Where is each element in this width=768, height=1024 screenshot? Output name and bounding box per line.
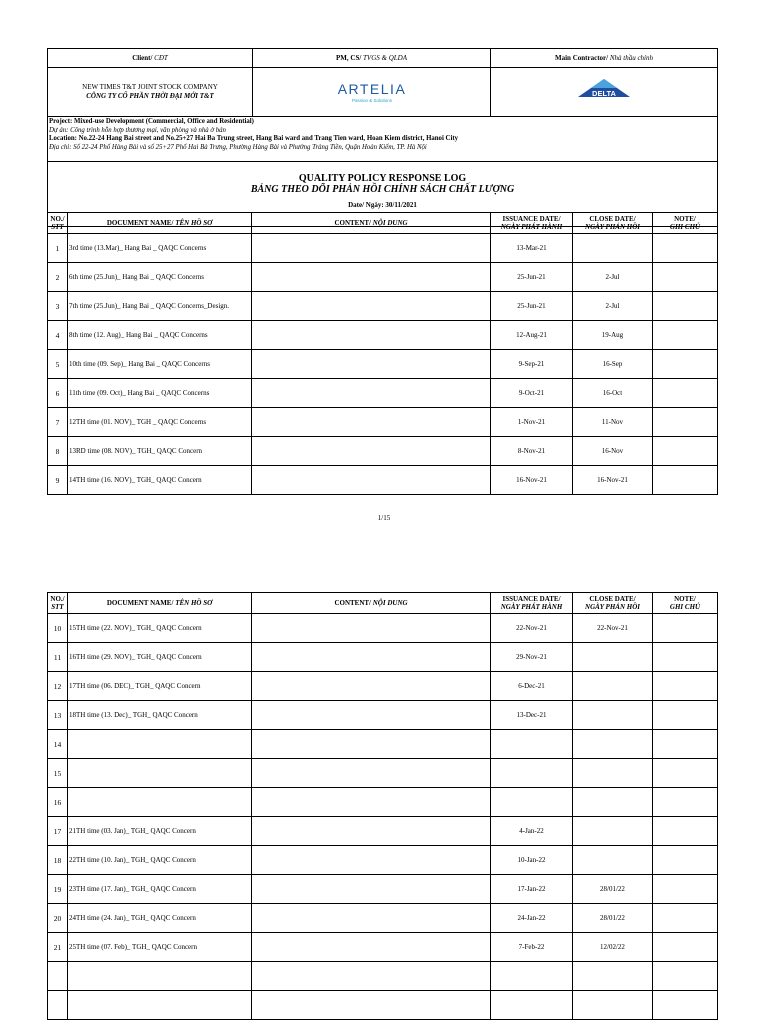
- col-note-header: NOTE/ GHI CHÚ: [653, 593, 718, 614]
- row-note: [653, 437, 718, 466]
- table-row: [48, 817, 718, 846]
- row-close-date: 2-Jul: [573, 292, 653, 321]
- row-issuance-date: 17-Jan-22: [491, 875, 573, 904]
- row-close-date: 19-Aug: [573, 321, 653, 350]
- table-row: [48, 466, 718, 495]
- row-content: [252, 234, 491, 263]
- log-table-header: [48, 593, 718, 614]
- row-issuance-date: 25-Jun-21: [491, 292, 573, 321]
- row-close-date: 16-Nov-21: [573, 466, 653, 495]
- row-close-date: 28/01/22: [573, 875, 653, 904]
- row-number: 14: [48, 730, 68, 759]
- table-row: [48, 933, 718, 962]
- col-close-header: CLOSE DATE/ NGÀY PHẢN HỒI: [573, 213, 653, 234]
- row-note: [653, 904, 718, 933]
- row-content: [252, 904, 491, 933]
- table-row: [48, 962, 718, 991]
- row-document-name: 11th time (09. Oct)_ Hang Bai _ QAQC Concerns: [68, 379, 252, 408]
- row-document-name: 18TH time (13. Dec)_ TGH_ QAQC Concern: [68, 701, 252, 730]
- row-number: 11: [48, 643, 68, 672]
- row-note: [653, 788, 718, 817]
- table-row: [48, 350, 718, 379]
- row-document-name: 21TH time (03. Jan)_ TGH_ QAQC Concern: [68, 817, 252, 846]
- table-row: [48, 292, 718, 321]
- artelia-logo-text: ARTELIA: [337, 81, 406, 97]
- table-row: [48, 788, 718, 817]
- row-number: 18: [48, 846, 68, 875]
- row-document-name: 3rd time (13.Mar)_ Hang Bai _ QAQC Concerns: [68, 234, 252, 263]
- row-number: 16: [48, 788, 68, 817]
- row-content: [252, 701, 491, 730]
- row-content: [252, 730, 491, 759]
- col-no-header: NO./ STT: [48, 213, 68, 234]
- client-label-vn: CĐT: [154, 54, 168, 62]
- row-document-name: [68, 962, 252, 991]
- row-close-date: 11-Nov: [573, 408, 653, 437]
- row-issuance-date: 6-Dec-21: [491, 672, 573, 701]
- row-close-date: [573, 730, 653, 759]
- row-close-date: 22-Nov-21: [573, 614, 653, 643]
- row-note: [653, 875, 718, 904]
- row-number: 13: [48, 701, 68, 730]
- row-close-date: 16-Nov: [573, 437, 653, 466]
- row-close-date: [573, 788, 653, 817]
- col-note-header: NOTE/ GHI CHÚ: [653, 213, 718, 234]
- table-row: [48, 730, 718, 759]
- table-row: [48, 437, 718, 466]
- row-content: [252, 614, 491, 643]
- project-line-vn: Dự án: Công trình hỗn hợp thương mại, văn phòng và nhà ở bán: [49, 126, 226, 134]
- row-number: 7: [48, 408, 68, 437]
- row-note: [653, 817, 718, 846]
- row-number: 20: [48, 904, 68, 933]
- row-content: [252, 672, 491, 701]
- project-info-row: [48, 117, 718, 162]
- col-issue-header: ISSUANCE DATE/ NGÀY PHÁT HÀNH: [491, 213, 573, 234]
- row-issuance-date: [491, 759, 573, 788]
- row-close-date: 12/02/22: [573, 933, 653, 962]
- row-document-name: [68, 991, 252, 1020]
- table-row: [48, 701, 718, 730]
- row-content: [252, 643, 491, 672]
- row-issuance-date: [491, 788, 573, 817]
- row-issuance-date: 10-Jan-22: [491, 846, 573, 875]
- row-close-date: [573, 846, 653, 875]
- row-number: 17: [48, 817, 68, 846]
- row-content: [252, 350, 491, 379]
- row-content: [252, 817, 491, 846]
- row-document-name: 25TH time (07. Feb)_ TGH_ QAQC Concern: [68, 933, 252, 962]
- row-close-date: 28/01/22: [573, 904, 653, 933]
- row-document-name: 8th time (12. Aug)_ Hang Bai _ QAQC Concerns: [68, 321, 252, 350]
- row-document-name: 17TH time (06. DEC)_ TGH_ QAQC Concern: [68, 672, 252, 701]
- row-note: [653, 350, 718, 379]
- row-document-name: 24TH time (24. Jan)_ TGH_ QAQC Concern: [68, 904, 252, 933]
- row-note: [653, 846, 718, 875]
- row-number: 10: [48, 614, 68, 643]
- delta-logo-text: DELTA: [592, 89, 616, 98]
- row-content: [252, 991, 491, 1020]
- row-issuance-date: 16-Nov-21: [491, 466, 573, 495]
- col-no-header: NO./ STT: [48, 593, 68, 614]
- row-number: 19: [48, 875, 68, 904]
- row-document-name: 22TH time (10. Jan)_ TGH_ QAQC Concern: [68, 846, 252, 875]
- row-close-date: [573, 643, 653, 672]
- row-close-date: [573, 701, 653, 730]
- row-close-date: [573, 991, 653, 1020]
- row-close-date: [573, 234, 653, 263]
- project-line: Project: Mixed-use Development (Commercial, Office and Residential): [49, 118, 254, 125]
- row-number: 5: [48, 350, 68, 379]
- row-content: [252, 875, 491, 904]
- table-row: [48, 759, 718, 788]
- row-content: [252, 379, 491, 408]
- row-document-name: 15TH time (22. NOV)_ TGH_ QAQC Concern: [68, 614, 252, 643]
- artelia-logo: [332, 76, 412, 106]
- log-table-page-1: [47, 212, 718, 495]
- row-number: 6: [48, 379, 68, 408]
- row-document-name: 14TH time (16. NOV)_ TGH_ QAQC Concern: [68, 466, 252, 495]
- row-content: [252, 437, 491, 466]
- row-content: [252, 933, 491, 962]
- row-note: [653, 701, 718, 730]
- row-close-date: 16-Oct: [573, 379, 653, 408]
- document-title-vn: BẢNG THEO DÕI PHẢN HỒI CHÍNH SÁCH CHẤT LƯỢNG: [250, 184, 515, 195]
- row-close-date: 16-Sep: [573, 350, 653, 379]
- row-number: 1: [48, 234, 68, 263]
- col-close-header: CLOSE DATE/ NGÀY PHẢN HỒI: [573, 593, 653, 614]
- row-content: [252, 263, 491, 292]
- artelia-tagline: Passion & Solutions: [351, 98, 392, 103]
- row-note: [653, 614, 718, 643]
- row-note: [653, 991, 718, 1020]
- location-line-vn: Địa chỉ: Số 22-24 Phố Hàng Bài và số 25+27 Phố Hai Bà Trưng, Phường Hàng Bài và Phường Tràng Tiền, Quận Hoàn Kiếm, TP. Hà Nội: [49, 143, 427, 151]
- delta-logo-cell: [491, 68, 718, 117]
- col-name-header: DOCUMENT NAME/ TÊN HỒ SƠ: [68, 213, 252, 234]
- row-number: 9: [48, 466, 68, 495]
- page-number: 1/15: [377, 514, 391, 522]
- row-number: 2: [48, 263, 68, 292]
- table-row: [48, 263, 718, 292]
- table-row: [48, 321, 718, 350]
- row-content: [252, 788, 491, 817]
- table-row: [48, 408, 718, 437]
- row-note: [653, 263, 718, 292]
- client-label: Client/: [132, 54, 153, 62]
- row-issuance-date: 9-Sep-21: [491, 350, 573, 379]
- client-label-cell: [48, 49, 253, 68]
- row-content: [252, 321, 491, 350]
- row-issuance-date: 4-Jan-22: [491, 817, 573, 846]
- row-note: [653, 759, 718, 788]
- col-content-header: CONTENT/ NỘI DUNG: [252, 593, 491, 614]
- row-document-name: 23TH time (17. Jan)_ TGH_ QAQC Concern: [68, 875, 252, 904]
- row-issuance-date: 8-Nov-21: [491, 437, 573, 466]
- row-content: [252, 408, 491, 437]
- parties-row: [48, 49, 718, 68]
- row-content: [252, 759, 491, 788]
- row-issuance-date: [491, 962, 573, 991]
- row-document-name: 6th time (25.Jun)_ Hang Bai _ QAQC Concerns: [68, 263, 252, 292]
- row-close-date: [573, 817, 653, 846]
- row-issuance-date: [491, 991, 573, 1020]
- row-close-date: [573, 672, 653, 701]
- row-document-name: [68, 730, 252, 759]
- table-row: [48, 875, 718, 904]
- table-row: [48, 672, 718, 701]
- row-note: [653, 730, 718, 759]
- row-document-name: 13RD time (08. NOV)_ TGH_ QAQC Concern: [68, 437, 252, 466]
- row-document-name: 7th time (25.Jun)_ Hang Bai _ QAQC Concerns_Design.: [68, 292, 252, 321]
- document-title: QUALITY POLICY RESPONSE LOG: [298, 173, 467, 184]
- row-number: [48, 962, 68, 991]
- row-note: [653, 321, 718, 350]
- row-issuance-date: 24-Jan-22: [491, 904, 573, 933]
- row-close-date: [573, 962, 653, 991]
- row-document-name: [68, 788, 252, 817]
- contractor-label-cell: [491, 49, 718, 68]
- row-issuance-date: [491, 730, 573, 759]
- row-note: [653, 962, 718, 991]
- client-name-cell: [48, 68, 253, 117]
- contractor-label-vn: Nhà thầu chính: [609, 54, 653, 62]
- row-note: [653, 643, 718, 672]
- row-issuance-date: 12-Aug-21: [491, 321, 573, 350]
- row-content: [252, 466, 491, 495]
- row-content: [252, 962, 491, 991]
- col-name-header: DOCUMENT NAME/ TÊN HỒ SƠ: [68, 593, 252, 614]
- row-issuance-date: 13-Mar-21: [491, 234, 573, 263]
- row-close-date: [573, 759, 653, 788]
- col-content-header: CONTENT/ NỘI DUNG: [252, 213, 491, 234]
- delta-triangle-highlight-icon: [591, 79, 617, 88]
- logos-row: [48, 68, 718, 117]
- row-issuance-date: 22-Nov-21: [491, 614, 573, 643]
- row-note: [653, 933, 718, 962]
- table-row: [48, 614, 718, 643]
- row-issuance-date: 29-Nov-21: [491, 643, 573, 672]
- location-line: Location: No.22-24 Hang Bai street and No.25+27 Hai Ba Trung street, Hang Bai ward and Trang Tien ward, Hoan Kiem district, Hanoi City: [49, 135, 459, 142]
- project-info-cell: [48, 117, 718, 162]
- row-issuance-date: 13-Dec-21: [491, 701, 573, 730]
- pm-label-cell: [253, 49, 491, 68]
- row-content: [252, 846, 491, 875]
- row-content: [252, 292, 491, 321]
- artelia-logo-cell: [253, 68, 491, 117]
- row-issuance-date: 25-Jun-21: [491, 263, 573, 292]
- row-number: 21: [48, 933, 68, 962]
- row-number: 3: [48, 292, 68, 321]
- contractor-label: Main Contractor/: [555, 54, 609, 62]
- table-row: [48, 846, 718, 875]
- row-note: [653, 408, 718, 437]
- log-table-page-2: [47, 592, 718, 1020]
- table-row: [48, 234, 718, 263]
- table-row: [48, 904, 718, 933]
- table-row: [48, 379, 718, 408]
- row-note: [653, 379, 718, 408]
- table-row: [48, 991, 718, 1020]
- pm-label-vn: TVGS & QLDA: [363, 54, 407, 62]
- row-document-name: 12TH time (01. NOV)_ TGH _ QAQC Concerns: [68, 408, 252, 437]
- row-issuance-date: 7-Feb-22: [491, 933, 573, 962]
- client-name-vn: CÔNG TY CỔ PHẦN THỜI ĐẠI MỚI T&T: [86, 92, 214, 100]
- row-issuance-date: 9-Oct-21: [491, 379, 573, 408]
- row-note: [653, 672, 718, 701]
- row-note: [653, 466, 718, 495]
- col-issue-header: ISSUANCE DATE/ NGÀY PHÁT HÀNH: [491, 593, 573, 614]
- row-document-name: 10th time (09. Sep)_ Hang Bai _ QAQC Concerns: [68, 350, 252, 379]
- row-issuance-date: 1-Nov-21: [491, 408, 573, 437]
- row-note: [653, 292, 718, 321]
- row-close-date: 2-Jul: [573, 263, 653, 292]
- row-number: 15: [48, 759, 68, 788]
- pm-label: PM, CS/: [336, 54, 362, 62]
- client-name-en: NEW TIMES T&T JOINT STOCK COMPANY: [82, 83, 218, 91]
- row-document-name: 16TH time (29. NOV)_ TGH_ QAQC Concern: [68, 643, 252, 672]
- row-number: 4: [48, 321, 68, 350]
- document-date: Date/ Ngày: 30/11/2021: [348, 201, 417, 209]
- row-document-name: [68, 759, 252, 788]
- row-note: [653, 234, 718, 263]
- document-header: [47, 48, 718, 227]
- log-table-header: [48, 213, 718, 234]
- table-row: [48, 643, 718, 672]
- delta-logo: [572, 76, 636, 106]
- row-number: 12: [48, 672, 68, 701]
- row-number: 8: [48, 437, 68, 466]
- row-number: [48, 991, 68, 1020]
